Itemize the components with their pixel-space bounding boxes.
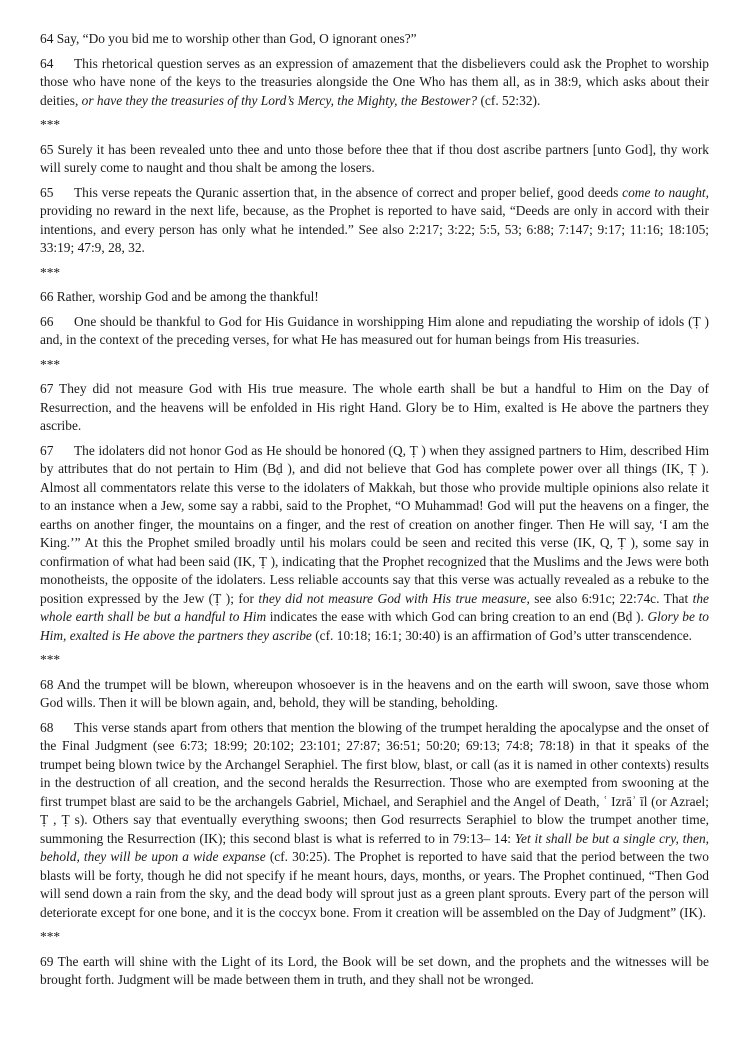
text-run: This verse repeats the Quranic assertion that, in the absence of correct and proper belief, good deeds	[74, 184, 623, 200]
quran-quote-italic: or have they the treasuries of thy Lord’s Mercy, the Mighty, the Bestower?	[81, 92, 478, 108]
text-run: 68 And the trumpet will be blown, whereupon whosoever is in the heavens and on the earth will swoon, save those whom God wills. Then it will be blown again, and, behold, they will be standing, beholding.	[40, 676, 709, 710]
text-run: (cf. 30:25). The Prophet is reported to have said that the period between the two blasts will be forty, though he did not specify if he meant hours, days, months, or years. The Prophet continued, “Then God will send down a rain from the sky, and the dead body will sprout just as a green plant sprouts. Every part of the person will deteriorate except for one bone, and it is the coccyx bone. From it creation will be assembled on the Day of Judgment” (IK).	[40, 849, 709, 920]
text-run: ***	[40, 652, 61, 667]
text-run: (cf. 10:18; 16:1; 30:40) is an affirmation of God’s utter transcendence.	[311, 627, 693, 643]
text-run: 67 They did not measure God with His true measure. The whole earth shall be but a handful to Him on the Day of Resurrection, and the heavens will be enfolded in His right Hand. Glory be to Him, exalted is He above the partners they ascribe.	[40, 381, 709, 433]
verse-64	[40, 30, 709, 49]
quran-quote-italic: Glory be to Him, exalted is He above the partners they ascribe	[40, 609, 709, 643]
text-run: 65 Surely it has been revealed unto thee and unto those before thee that if thou dost ascribe partners [unto God], thy work will surely come to naught and thou shalt be among the losers.	[40, 141, 709, 175]
text-run: ***	[40, 356, 61, 372]
quran-quote-italic: Yet it shall be but a single cry, then, behold, they will be upon a wide expanse	[40, 830, 710, 864]
separator	[40, 356, 709, 375]
commentary-number: 67	[40, 442, 54, 458]
quran-quote-italic: they did not measure God with His true measure,	[258, 590, 530, 606]
verse-67	[40, 380, 709, 436]
verse-65	[40, 141, 709, 178]
text-run: ***	[40, 929, 61, 944]
commentary-65	[40, 184, 709, 258]
text-run: The idolaters did not honor God as He should be honored (Q, Ṭ ) when they assigned partners to Him, described Him by attributes that do not pertain to Him (Bḍ ), and did not believe that God has complete power over all things (IK, Ṭ ). Almost all commentators relate this verse to the idolaters of Makkah, but those who provide multiple opinions also relate it to an instance when a Jew, some say a rabbi, said to the Prophet, “O Muhammad! God will put the heavens on a finger, the earths on another finger, the mountains on a finger, and the rest of creation on another finger. Then He will say, ‘I am the King.’” At this the Prophet smiled broadly until his molars could be seen and recited this verse (IK, Q, Ṭ ), some say in confirmation of what had been said (IK, Ṭ ), indicating that the Prophet recognized that the Muslims and the Jews were both monotheists, the opposite of the idolaters. Less reliable accounts say that this verse was actually revealed as a rebuke to the position expressed by the Jew (Ṭ ); for	[40, 442, 709, 606]
text-run: (cf. 52:32).	[477, 92, 541, 108]
separator	[40, 651, 709, 670]
separator	[40, 264, 709, 283]
commentary-number: 65	[40, 184, 54, 200]
commentary-number: 68	[40, 719, 54, 735]
verse-68	[40, 676, 709, 713]
commentary-number: 64	[40, 55, 54, 71]
text-run: 64 Say, “Do you bid me to worship other than God, O ignorant ones?”	[40, 31, 417, 46]
text-run: providing no reward in the next life, because, as the Prophet is reported to have said, “Deeds are only in accord with their intentions, and every person has only what he intended.” See also 2:217; 3:22; 5:5, 53; 6:88; 7:147; 9:17; 11:16; 18:105; 33:19; 47:9, 28, 32.	[40, 203, 709, 255]
commentary-68	[40, 719, 709, 923]
text-run: 69 The earth will shine with the Light of its Lord, the Book will be set down, and the prophets and the witnesses will be brought forth. Judgment will be made between them in truth, and they shall not be wronged.	[40, 953, 709, 987]
text-run: This rhetorical question serves as an expression of amazement that the disbelievers could ask the Prophet to worship those who have none of the keys to the treasuries alongside the One Who has them all, as in 38:9, which asks about their deities,	[40, 55, 709, 108]
text-run: see also 6:91c; 22:74c. That	[529, 590, 693, 606]
text-run: 66 Rather, worship God and be among the thankful!	[40, 289, 319, 304]
text-run: indicates the ease with which God can bring creation to an end (Bḍ ).	[266, 609, 648, 624]
separator	[40, 928, 709, 947]
text-run: ***	[40, 264, 61, 280]
commentary-64	[40, 55, 709, 111]
commentary-67	[40, 442, 709, 646]
text-run: ***	[40, 117, 61, 132]
quran-quote-italic: the whole earth shall be but a handful to Him	[40, 590, 709, 624]
page-content	[40, 30, 709, 990]
commentary-number: 66	[40, 313, 54, 329]
text-run: One should be thankful to God for His Guidance in worshipping Him alone and repudiating the worship of idols (Ṭ ) and, in the context of the preceding verses, for what He has measured out for human beings from His treasuries.	[40, 313, 709, 347]
commentary-66	[40, 313, 709, 350]
text-run: This verse stands apart from others that mention the blowing of the trumpet heralding the apocalypse and the onset of the Final Judgment (see 6:73; 18:99; 20:102; 23:101; 27:87; 36:51; 50:20; 69:13; 74:8; 78:18) in that it speaks of the trumpet being blown twice by the Archangel Seraphiel. The first blow, blast, or call (as it is named in other contexts) results in the destruction of all creation, and the second heralds the Resurrection. Those who are exempted from swooning at the first trumpet blast are said to be the archangels Gabriel, Michael, and Seraphiel and the Angel of Death, ʿ Izrāʾ īl (or Azrael; Ṭ , Ṭ s). Others say that eventually everything swoons; then God resurrects Seraphiel to blow the trumpet another time, summoning the Resurrection (IK); this second blast is what is referred to in 79:13– 14:	[40, 719, 709, 846]
quran-quote-italic: come to naught,	[622, 184, 709, 200]
verse-66	[40, 288, 709, 307]
separator	[40, 116, 709, 135]
verse-69	[40, 953, 709, 990]
